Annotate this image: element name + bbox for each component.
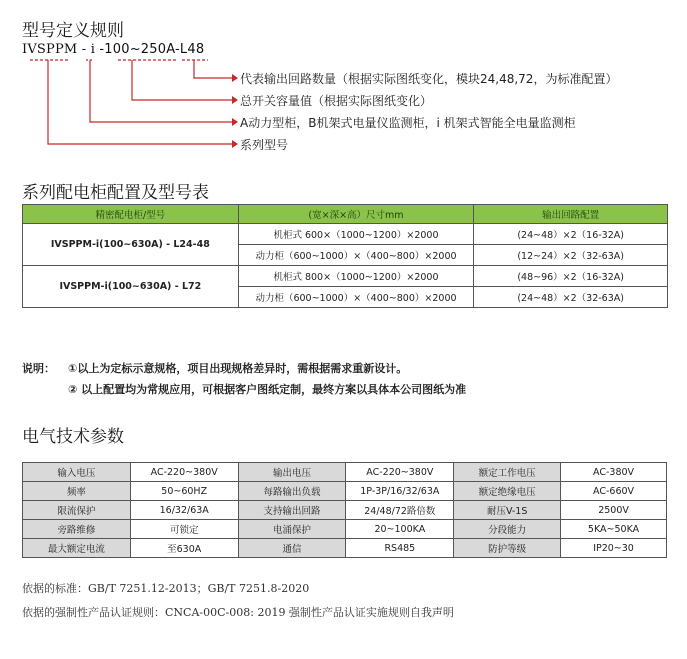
- param-label: 旁路维修: [23, 520, 131, 539]
- notes-line-2: ② 以上配置均为常规应用，可根据客户图纸定制，最终方案以具体本公司图纸为准: [68, 383, 467, 396]
- param-label: 支持输出回路: [238, 501, 346, 520]
- rule-title: 型号定义规则: [22, 21, 124, 41]
- param-value: AC-220~380V: [130, 463, 238, 482]
- config-size-cell: 动力柜（600~1000）×（400~800）×2000: [238, 245, 474, 266]
- config-header-model: 精密配电柜/型号: [23, 205, 239, 224]
- config-row: [23, 266, 668, 287]
- param-value: 可锁定: [130, 520, 238, 539]
- model-code-spec: -100~250A-L48: [95, 42, 205, 57]
- param-label: 限流保护: [23, 501, 131, 520]
- param-value: 16/32/63A: [130, 501, 238, 520]
- config-title: 系列配电柜配置及型号表: [22, 183, 209, 203]
- config-size-cell: 机柜式 800×（1000~1200）×2000: [238, 266, 474, 287]
- config-model-cell: IVSPPM-i(100~630A) - L24-48: [23, 224, 239, 266]
- param-label: 输出电压: [238, 463, 346, 482]
- config-size-cell: 动力柜（600~1000）×（400~800）×2000: [238, 287, 474, 308]
- electrical-row: [23, 482, 667, 501]
- param-label: 最大额定电流: [23, 539, 131, 558]
- electrical-table: [22, 462, 667, 558]
- param-label: 耐压V-1S: [454, 501, 561, 520]
- param-value: 1P-3P/16/32/63A: [346, 482, 454, 501]
- standards-line: 依据的标准：GB/T 7251.12-2013；GB/T 7251.8-2020: [22, 582, 310, 595]
- annotation-series: 系列型号: [240, 138, 289, 152]
- notes-label: 说明：: [22, 362, 55, 375]
- param-label: 分段能力: [454, 520, 561, 539]
- config-output-cell: (24~48）×2（32-63A): [474, 287, 668, 308]
- config-output-cell: (12~24）×2（32-63A): [474, 245, 668, 266]
- notes-line-1: ①以上为定标示意规格，项目出现规格差异时，需根据需求重新设计。: [68, 362, 408, 375]
- electrical-row: [23, 539, 667, 558]
- electrical-title: 电气技术参数: [22, 427, 124, 447]
- param-value: 50~60HZ: [130, 482, 238, 501]
- param-value: RS485: [346, 539, 454, 558]
- param-value: 至630A: [130, 539, 238, 558]
- config-output-cell: (48~96）×2（16-32A): [474, 266, 668, 287]
- electrical-row: [23, 463, 667, 482]
- annotation-cabinet-type: A动力型柜，B机架式电量仪监测柜，i 机架式智能全电量监测柜: [240, 116, 576, 130]
- electrical-row: [23, 520, 667, 539]
- config-size-cell: 机柜式 600×（1000~1200）×2000: [238, 224, 474, 245]
- param-value: AC-220~380V: [346, 463, 454, 482]
- annotation-output-circuits: 代表输出回路数量（根据实际图纸变化，模块24,48,72，为标准配置）: [240, 72, 618, 86]
- config-header-row: [23, 205, 668, 224]
- param-label: 每路输出负载: [238, 482, 346, 501]
- config-header-output: 输出回路配置: [474, 205, 668, 224]
- config-table: [22, 204, 668, 308]
- param-value: 20~100KA: [346, 520, 454, 539]
- param-label: 频率: [23, 482, 131, 501]
- param-label: 额定工作电压: [454, 463, 561, 482]
- electrical-row: [23, 501, 667, 520]
- param-value: AC-380V: [561, 463, 667, 482]
- param-value: AC-660V: [561, 482, 667, 501]
- config-model-cell: IVSPPM-i(100~630A) - L72: [23, 266, 239, 308]
- annotation-main-switch: 总开关容量值（根据实际图纸变化）: [240, 94, 433, 108]
- param-label: 通信: [238, 539, 346, 558]
- param-value: IP20~30: [561, 539, 667, 558]
- param-label: 电涌保护: [238, 520, 346, 539]
- param-value: 24/48/72路倍数: [346, 501, 454, 520]
- config-header-size: (宽×深×高）尺寸mm: [238, 205, 474, 224]
- param-label: 额定绝缘电压: [454, 482, 561, 501]
- param-value: 2500V: [561, 501, 667, 520]
- param-label: 输入电压: [23, 463, 131, 482]
- model-code-series: IVSPPM - i: [22, 42, 96, 57]
- config-row: [23, 224, 668, 245]
- param-value: 5KA~50KA: [561, 520, 667, 539]
- param-label: 防护等级: [454, 539, 561, 558]
- config-output-cell: (24~48）×2（16-32A): [474, 224, 668, 245]
- certification-line: 依据的强制性产品认证规则：CNCA-00C-008: 2019 强制性产品认证实施规则自我声明: [22, 606, 454, 619]
